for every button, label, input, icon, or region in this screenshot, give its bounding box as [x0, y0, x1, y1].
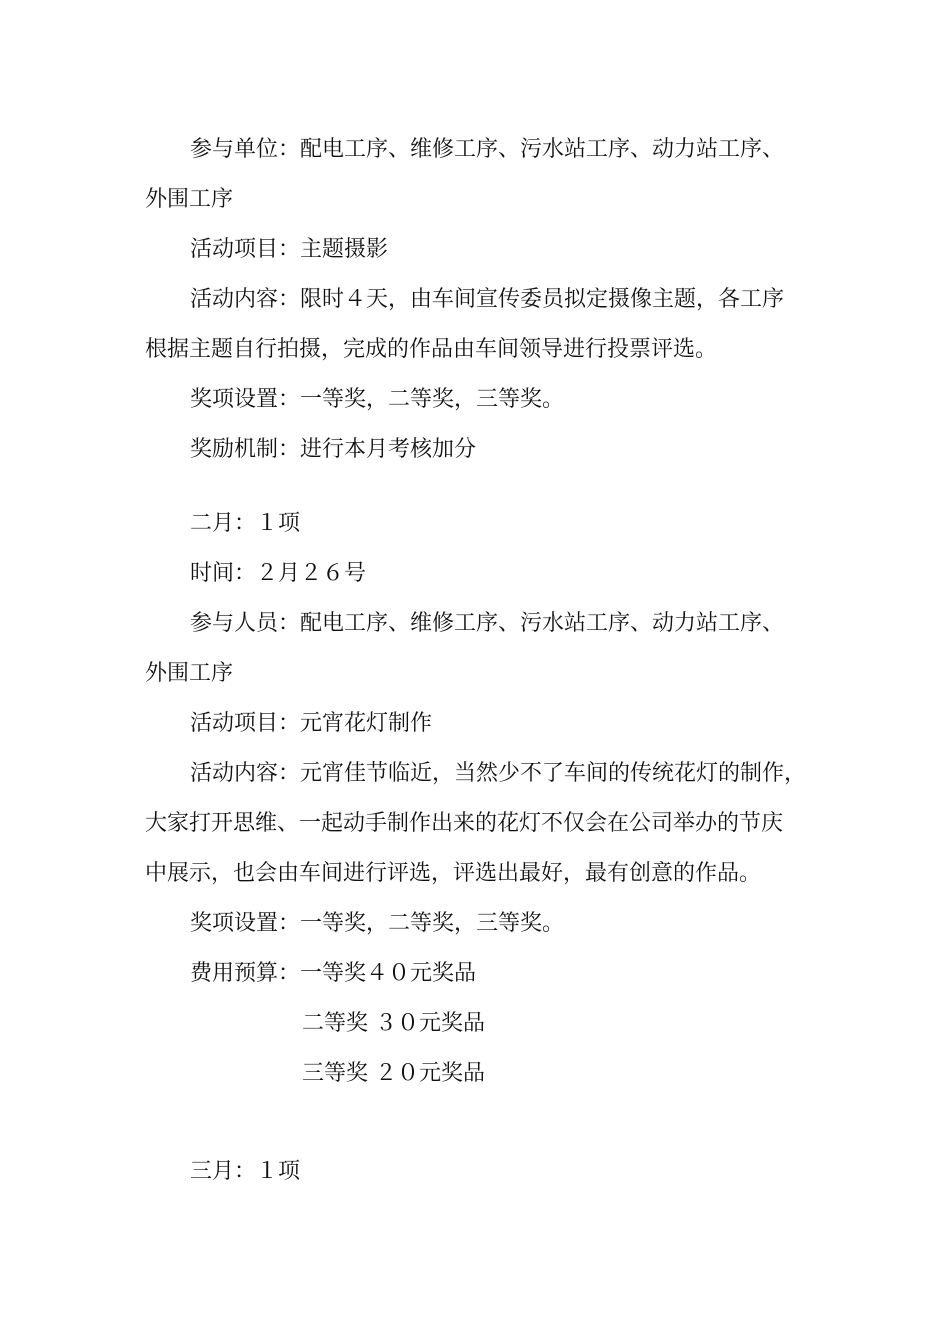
text-line-budget-third-prize: 三等奖 ２０元奖品 — [302, 1061, 485, 1086]
text-line-activity-item-1: 活动项目：主题摄影 — [190, 237, 389, 262]
text-line-awards-1: 奖项设置：一等奖，二等奖，三等奖。 — [190, 387, 565, 412]
text-line-activity-content-2-cont-2: 中展示，也会由车间进行评选，评选出最好，最有创意的作品。 — [145, 861, 762, 886]
text-line-awards-2: 奖项设置：一等奖，二等奖，三等奖。 — [190, 911, 565, 936]
text-line-participants: 参与人员：配电工序、维修工序、污水站工序、动力站工序、 — [190, 611, 785, 636]
text-line-activity-content-1: 活动内容：限时４天，由车间宣传委员拟定摄像主题，各工序 — [190, 287, 785, 312]
text-line-activity-content-1-cont: 根据主题自行拍摄，完成的作品由车间领导进行投票评选。 — [145, 337, 718, 362]
text-line-reward-mechanism: 奖励机制：进行本月考核加分 — [190, 437, 477, 462]
text-line-participants-cont: 外围工序 — [145, 661, 234, 686]
text-line-activity-item-2: 活动项目：元宵花灯制作 — [190, 711, 433, 736]
text-line-activity-content-2: 活动内容：元宵佳节临近，当然少不了车间的传统花灯的制作， — [190, 761, 807, 786]
text-line-participating-units-cont: 外围工序 — [145, 187, 234, 212]
text-line-budget-first-prize: 费用预算：一等奖４０元奖品 — [190, 961, 477, 986]
section-heading-february: 二月：１项 — [190, 511, 301, 536]
section-heading-march: 三月：１项 — [190, 1159, 301, 1184]
text-line-participating-units: 参与单位：配电工序、维修工序、污水站工序、动力站工序、 — [190, 137, 785, 162]
text-line-time: 时间：２月２６号 — [190, 561, 367, 586]
text-line-budget-second-prize: 二等奖 ３０元奖品 — [302, 1011, 485, 1036]
text-line-activity-content-2-cont-1: 大家打开思维、一起动手制作出来的花灯不仅会在公司举办的节庆 — [145, 811, 784, 836]
